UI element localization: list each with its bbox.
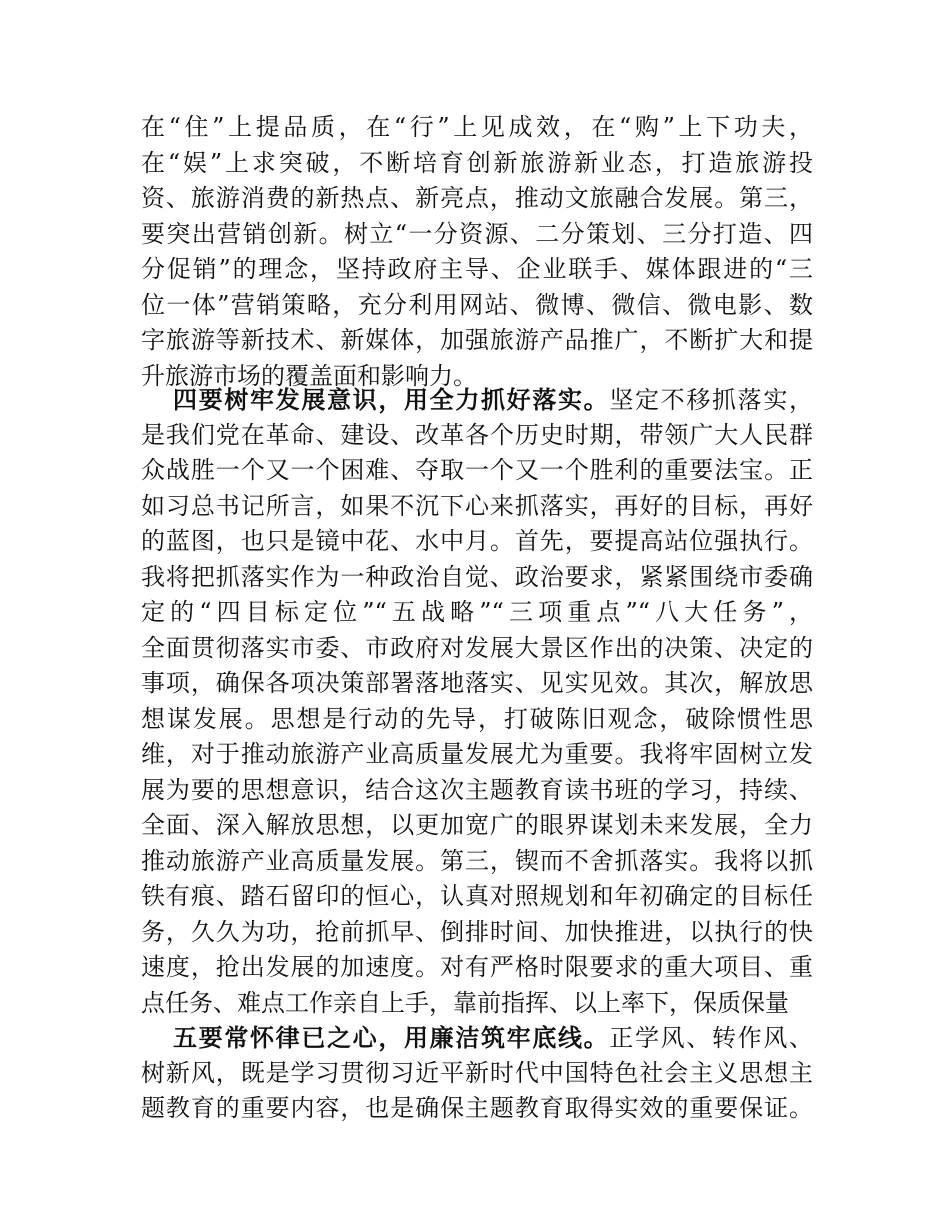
text-line: 务，久久为功，抢前抓早、倒排时间、加快推进，以执行的快: [141, 917, 813, 946]
paragraph-text: 坚定不移抓落实，: [609, 386, 814, 414]
text-line: 如习总书记所言，如果不沉下心来抓落实，再好的目标，再好: [141, 491, 813, 520]
text-line: 我将把抓落实作为一种政治自觉、政治要求，紧紧围绕市委确: [141, 562, 813, 591]
text-line-first: [141, 382, 813, 418]
text-line: 定的“四目标定位”“五战略”“三项重点”“八大任务”，: [141, 598, 813, 626]
text-line-first: [141, 1020, 813, 1056]
text-line: 字旅游等新技术、新媒体，加强旅游产品推广，不断扩大和提: [141, 326, 813, 354]
text-line: 展为要的思想意识，结合这次主题教育读书班的学习，持续、: [141, 775, 813, 804]
text-line: 铁有痕、踏石留印的恒心，认真对照规划和年初确定的目标任: [141, 882, 813, 910]
text-line: 分促销”的理念，坚持政府主导、企业联手、媒体跟进的“三: [141, 255, 813, 283]
paragraph-heading: 五要常怀律已之心，用廉洁筑牢底线。: [173, 1023, 610, 1052]
text-line: 要突出营销创新。树立“一分资源、二分策划、三分打造、四: [141, 219, 813, 248]
text-line: 升旅游市场的覆盖面和影响力。: [141, 361, 477, 390]
paragraph-heading: 四要树牢发展意识，用全力抓好落实。: [173, 385, 610, 414]
paragraph-implementation: [141, 382, 813, 1021]
text-line: 点任务、难点工作亲自上手，靠前指挥、以上率下，保质保量: [141, 988, 789, 1017]
text-line: 推动旅游产业高质量发展。第三，锲而不舍抓落实。我将以抓: [141, 846, 813, 875]
text-line: 速度，抢出发展的加速度。对有严格时限要求的重大项目、重: [141, 953, 813, 981]
text-line: 全面、深入解放思想，以更加宽广的眼界谋划未来发展，全力: [141, 811, 813, 839]
text-line: 题教育的重要内容，也是确保主题教育取得实效的重要保证。: [141, 1094, 813, 1122]
text-line: 位一体”营销策略，充分利用网站、微博、微信、微电影、数: [141, 290, 813, 319]
text-line: 是我们党在革命、建设、改革各个历史时期，带领广大人民群: [141, 420, 813, 449]
paragraph-integrity: [141, 1020, 813, 1127]
text-line: 想谋发展。思想是行动的先导，打破陈旧观念，破除惯性思: [141, 704, 813, 733]
text-line: 资、旅游消费的新热点、新亮点，推动文旅融合发展。第三，: [141, 184, 813, 212]
paragraph-tourism-marketing: [141, 110, 813, 394]
text-line: 的蓝图，也只是镜中花、水中月。首先，要提高站位强执行。: [141, 527, 813, 555]
paragraph-text: 正学风、转作风、: [609, 1024, 814, 1052]
text-line: 全面贯彻落实市委、市政府对发展大景区作出的决策、决定的: [141, 633, 813, 662]
text-line: 树新风，既是学习贯彻习近平新时代中国特色社会主义思想主: [141, 1058, 813, 1087]
text-line: 维，对于推动旅游产业高质量发展尤为重要。我将牢固树立发: [141, 740, 813, 768]
text-line: 在“住”上提品质，在“行”上见成效，在“购”上下功夫，: [141, 113, 813, 141]
text-line: 事项，确保各项决策部署落地落实、见实见效。其次，解放思: [141, 669, 813, 697]
text-line: 众战胜一个又一个困难、夺取一个又一个胜利的重要法宝。正: [141, 456, 813, 484]
text-line: 在“娱”上求突破，不断培育创新旅游新业态，打造旅游投: [141, 148, 813, 177]
